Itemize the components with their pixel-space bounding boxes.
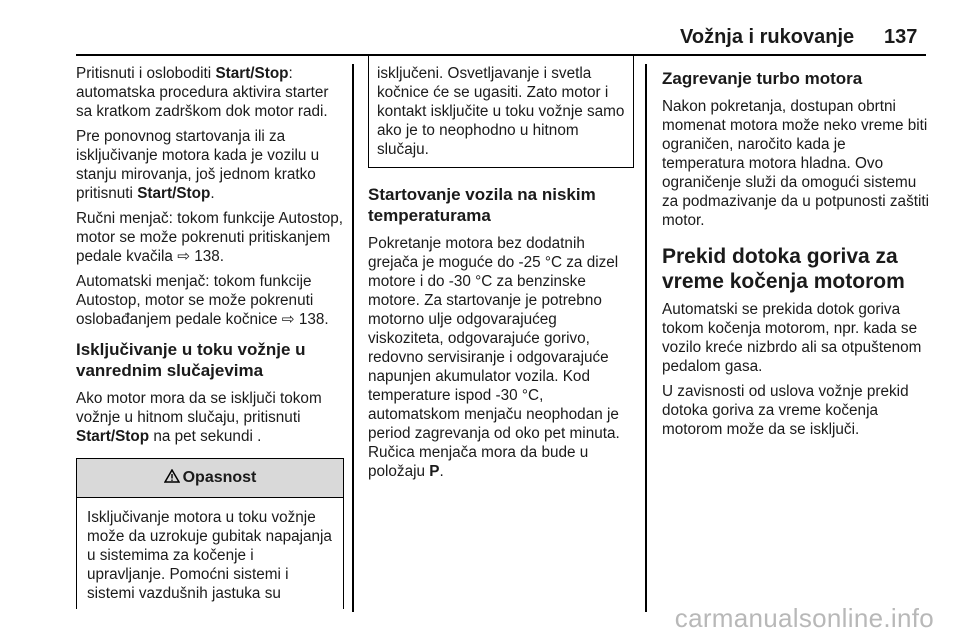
page-number: 137 [884, 26, 918, 48]
chapter-heading: Prekid dotoka goriva za vreme kočenja motorom [662, 245, 905, 293]
watermark: carmanualsonline.info [674, 603, 934, 633]
paragraph: Automatski se prekida dotok goriva tokom kočenja motorom, npr. kada se vozilo kreće nizbrdo ali sa otpuštenom pedalom gasa. [662, 301, 922, 375]
warning-box-continued [368, 55, 634, 168]
column-divider-2 [645, 64, 647, 612]
paragraph: Pritisnuti i osloboditi Start/Stop: automatska procedura aktivira starter sa kratkom zadrškom dok motor radi. [76, 65, 329, 120]
column-3 [662, 64, 930, 445]
section-heading: Startovanje vozila na niskim temperaturama [368, 185, 596, 225]
warning-title: Opasnost [182, 469, 257, 486]
warning-text: Isključivanje motora u toku vožnje može da uzrokuje gubitak napajanja u sistemima za kočenje i upravljanje. Pomoćni sistemi i sistemi vazdušnih jastuka su [87, 509, 332, 602]
warning-text-continued: isključeni. Osvetljavanje i svetla kočnice će se ugasiti. Zato motor i kontakt isključite u toku vožnje samo ako je to neophodno u hitnom slučaju. [377, 65, 625, 158]
section-heading: Isključivanje u toku vožnje u vanrednim slučajevima [76, 340, 306, 380]
warning-triangle-icon [164, 459, 180, 497]
column-divider-1 [352, 64, 354, 612]
warning-box [76, 458, 344, 609]
paragraph: U zavisnosti od uslova vožnje prekid dotoka goriva za vreme kočenja motorom može da se isključi. [662, 383, 909, 438]
paragraph: Ručni menjač: tokom funkcije Autostop, motor se može pokrenuti pritiskanjem pedale kvačila ⇨ 138. [76, 210, 343, 265]
paragraph: Automatski menjač: tokom funkcije Autostop, motor se može pokrenuti oslobađanjem pedale kočnice ⇨ 138. [76, 273, 329, 328]
page-header-title: Vožnja i rukovanje [680, 26, 855, 48]
paragraph: Ako motor mora da se isključi tokom vožnje u hitnom slučaju, pritisnuti Start/Stop na pet sekundi . [76, 390, 322, 445]
paragraph: Pokretanje motora bez dodatnih grejača je moguće do -25 °C za dizel motore i do -30 °C za benzinske motore. Za startovanje je potrebno motorno ulje odgovarajućeg viskoziteta, odgovarajuće gorivo, redovno servisiranje i odgovarajuće napunjen akumulator vozila. Kod temperature ispod -30 °C, automatskom menjaču neophodan je period zagrevanja od oko pet minuta. Ručica menjača mora da bude u položaju P. [368, 235, 620, 480]
warning-box-header [77, 459, 343, 498]
column-2 [368, 64, 634, 487]
paragraph: Nakon pokretanja, dostupan obrtni momenat motora može neko vreme biti ograničen, naročito kada je temperatura motora hladna. Ovo ograničenje služi da omogući sistemu za podmazivanje da u potpunosti zaštiti motor. [662, 98, 930, 229]
section-heading: Zagrevanje turbo motora [662, 69, 863, 88]
paragraph: Pre ponovnog startovanja ili za isključivanje motora kada je vozilu u stanju mirovanja, još jednom kratko pritisnuti Start/Stop. [76, 128, 320, 202]
column-1 [76, 64, 344, 609]
